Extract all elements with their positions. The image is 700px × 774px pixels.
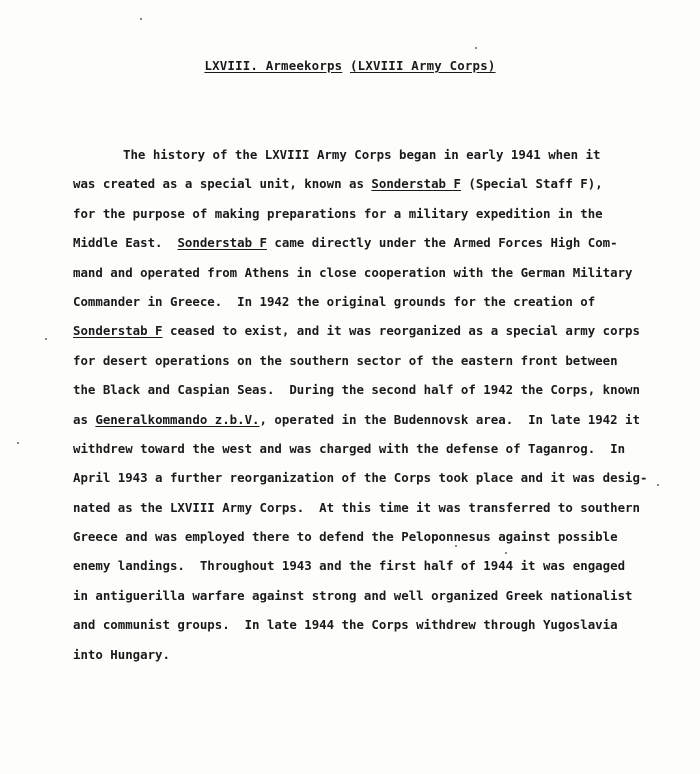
text-segment: mand and operated from Athens in close cooperation with the German Military — [73, 264, 633, 280]
unit-name-underlined: Sonderstab F — [73, 323, 163, 339]
text-segment: for the purpose of making preparations for a military expedition in the — [73, 205, 603, 221]
paragraph-line — [73, 556, 673, 585]
paragraph-line — [73, 380, 673, 409]
text-segment: and communist groups. In late 1944 the Corps withdrew through Yugoslavia — [73, 617, 618, 633]
paragraph-line — [73, 615, 673, 644]
paragraph-line — [73, 645, 673, 674]
scan-speck — [657, 484, 659, 486]
title-german: LXVIII. Armeekorps — [204, 58, 343, 73]
title-english: (LXVIII Army Corps) — [350, 58, 496, 73]
unit-name-underlined: Sonderstab F — [177, 235, 267, 251]
text-segment: the Black and Caspian Seas. During the second half of 1942 the Corps, known — [73, 382, 640, 398]
text-segment: (Special Staff F), — [460, 176, 603, 192]
paragraph-line — [73, 204, 673, 233]
paragraph-line — [73, 351, 673, 380]
scan-speck — [505, 552, 507, 554]
text-segment: April 1943 a further reorganization of the Corps took place and it was desig- — [73, 470, 648, 486]
paragraph-line — [73, 263, 673, 292]
scan-speck — [140, 18, 142, 20]
text-segment: enemy landings. Throughout 1943 and the first half of 1944 it was engaged — [73, 558, 626, 574]
text-segment: ceased to exist, and it was reorganized as a special army corps — [162, 323, 640, 339]
text-segment: The history of the LXVIII Army Corps began in early 1941 when it — [123, 147, 601, 162]
scan-speck — [455, 545, 457, 547]
text-segment: for desert operations on the southern sector of the eastern front between — [73, 352, 618, 368]
text-segment: came directly under the Armed Forces High Com- — [266, 235, 618, 251]
paragraph-line — [73, 498, 673, 527]
paragraph-line — [73, 410, 673, 439]
text-segment: into Hungary. — [73, 646, 170, 662]
text-segment: Middle East. — [73, 235, 178, 251]
scan-speck — [45, 338, 47, 340]
text-segment: as — [73, 411, 96, 427]
page-title — [0, 58, 700, 73]
scan-speck — [475, 47, 477, 49]
paragraph-line — [73, 233, 673, 262]
text-segment: was created as a special unit, known as — [73, 176, 372, 192]
paragraph-line — [73, 321, 673, 350]
scan-speck — [17, 442, 19, 444]
paragraph-line — [73, 586, 673, 615]
unit-name-underlined: Generalkommando z.b.V. — [95, 411, 260, 427]
text-segment: in antiguerilla warfare against strong and well organized Greek nationalist — [73, 587, 633, 603]
paragraph-line — [73, 174, 673, 203]
paragraph-line — [73, 468, 673, 497]
text-segment: Commander in Greece. In 1942 the original grounds for the creation of — [73, 293, 596, 309]
text-segment: Greece and was employed there to defend the Peloponnesus against possible — [73, 529, 618, 545]
text-segment: withdrew toward the west and was charged with the defense of Taganrog. In — [73, 440, 626, 456]
paragraph-line — [73, 527, 673, 556]
unit-name-underlined: Sonderstab F — [371, 176, 461, 192]
text-segment: , operated in the Budennovsk area. In late 1942 it — [259, 411, 640, 427]
paragraph-line — [73, 145, 673, 174]
paragraph-line — [73, 439, 673, 468]
body-paragraph — [73, 145, 673, 674]
paragraph-line — [73, 292, 673, 321]
text-segment: nated as the LXVIII Army Corps. At this time it was transferred to southern — [73, 499, 640, 515]
